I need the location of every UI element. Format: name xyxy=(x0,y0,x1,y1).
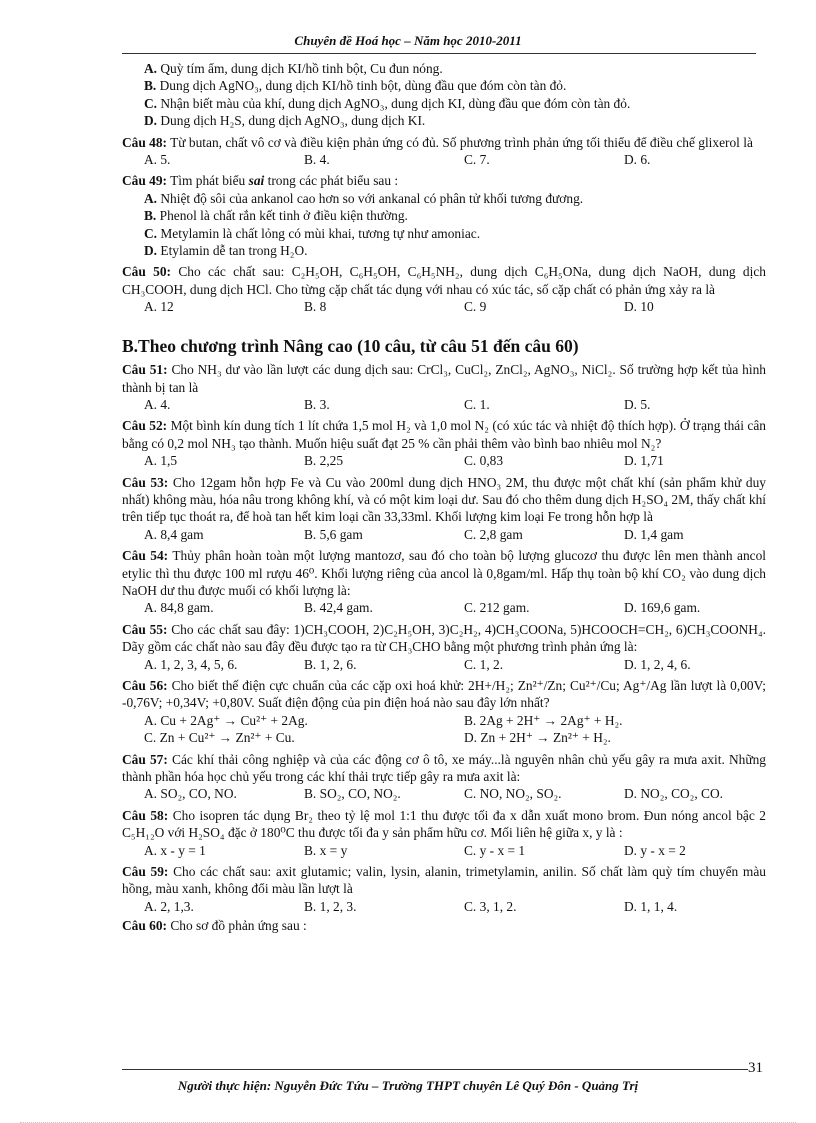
q49-option-b: B. Phenol là chất rắn kết tinh ở điều kiện thường. xyxy=(144,208,408,224)
option: B. 2Ag + 2H⁺ → 2Ag⁺ + H₂. xyxy=(464,712,623,728)
option: A. x - y = 1 xyxy=(144,842,206,858)
question-53-options xyxy=(122,526,766,543)
option: C. y - x = 1 xyxy=(464,842,526,858)
footer-divider xyxy=(122,1069,748,1070)
option: A. 1, 2, 3, 4, 5, 6. xyxy=(144,656,238,672)
question-52-options xyxy=(122,452,766,469)
option: C. 9 xyxy=(464,299,487,315)
question-57-options xyxy=(122,785,766,802)
option: B. 4. xyxy=(304,152,330,168)
option: D. NO₂, CO₂, CO. xyxy=(624,786,723,802)
option: C. 1. xyxy=(464,396,490,412)
page-number: 31 xyxy=(748,1060,763,1076)
option: B. 1, 2, 6. xyxy=(304,656,357,672)
question-60: Câu 60: Cho sơ đồ phản ứng sau : xyxy=(122,918,307,934)
question-51-options xyxy=(122,396,766,413)
option: C. 2,8 gam xyxy=(464,526,523,542)
option: A. Cu + 2Ag⁺ → Cu²⁺ + 2Ag. xyxy=(144,712,308,728)
question-57: Câu 57: Các khí thải công nghiệp và của các động cơ ô tô, xe máy...là nguyên nhân chủ yếu gây ra mưa axit. Những thành phần hóa học chủ yếu trong các khí thải trực tiếp gây ra mưa axit là: xyxy=(122,751,766,785)
question-54: Câu 54: Thủy phân hoàn toàn một lượng mantozơ, sau đó cho toàn bộ lượng glucozơ thu được lên men thành ancol etylic thì thu được 100 ml rượu 46⁰. Khối lượng riêng của ancol là 0,8gam/ml. Hấp thụ toàn bộ khí CO₂ vào dung dịch NaOH dư thu được muối có khối lượng là: xyxy=(122,548,766,598)
page-content xyxy=(122,60,766,935)
option: A. 2, 1,3. xyxy=(144,898,194,914)
option: D. 1,71 xyxy=(624,453,664,469)
option: D. 169,6 gam. xyxy=(624,600,701,616)
question-54-options xyxy=(122,599,766,616)
question-49: Câu 49: Tìm phát biểu sai trong các phát biểu sau : xyxy=(122,173,399,189)
option: A. 12 xyxy=(144,299,174,315)
question-50-options xyxy=(122,298,766,315)
option: C. 212 gam. xyxy=(464,600,530,616)
option: D. 1, 2, 4, 6. xyxy=(624,656,691,672)
option: B. 3. xyxy=(304,396,330,412)
question-55: Câu 55: Cho các chất sau đây: 1)CH₃COOH, 2)C₂H₅OH, 3)C₂H₂, 4)CH₃COONa, 5)HCOOCH=CH₂, 6)CH₃COONH₄. Dãy gồm các chất nào sau đây đều được tạo ra từ CH₃CHO bằng một phương trình phản ứng là: xyxy=(122,621,766,655)
option: D. 10 xyxy=(624,299,654,315)
question-59: Câu 59: Cho các chất sau: axit glutamic; valin, lysin, alanin, trimetylamin, anilin. Số chất làm quỳ tím chuyển màu hồng, màu xanh, không đổi màu lần lượt là xyxy=(122,864,766,897)
option: D. 6. xyxy=(624,152,651,168)
option: D. Zn + 2H⁺ → Zn²⁺ + H₂. xyxy=(464,730,611,746)
q49-option-c: C. Metylamin là chất lỏng có mùi khai, tương tự như amoniac. xyxy=(144,225,481,241)
page-footer-text: Người thực hiện: Nguyễn Đức Tứu – Trường THPT chuyên Lê Quý Đôn - Quảng Trị xyxy=(177,1078,639,1093)
question-58-options xyxy=(122,842,766,859)
option: A. 1,5 xyxy=(144,453,178,469)
option: C. 3, 1, 2. xyxy=(464,898,517,914)
question-58: Câu 58: Cho isopren tác dụng Br₂ theo tỷ lệ mol 1:1 thu được tối đa x dẫn xuất mono brom. Đun nóng ancol bậc 2 C₅H₁₂O với H₂SO₄ đặc ở 180⁰C thu được tối đa y sản phẩm hữu cơ. Mối liên hệ giữa x, y là : xyxy=(122,807,766,841)
question-56: Câu 56: Cho biết thế điện cực chuẩn của các cặp oxi hoá khử: 2H+/H₂; Zn²⁺/Zn; Cu²⁺/Cu; Ag⁺/Ag lần lượt là 0,00V; -0,76V; +0,34V; +0,80V. Suất điện động của pin điện hoá nào sau đây lớn nhất? xyxy=(122,678,766,711)
question-53: Câu 53: Cho 12gam hỗn hợp Fe và Cu vào 200ml dung dịch HNO₃ 2M, thu được một chất khí (sản phẩm khử duy nhất) không màu, hóa nâu trong không khí, và có một kim loại dư. Sau đó cho thêm dung dịch H₂SO₄ 2M, thấy chất khí trên tiếp tục thoát ra, để hoà tan hết kim loại cần 33,33ml. Khối lượng kim loại Fe trong hỗn hợp là xyxy=(122,474,766,525)
question-48: Câu 48: Từ butan, chất vô cơ và điều kiện phản ứng có đủ. Số phương trình phản ứng tối thiểu để điều chế glixerol là xyxy=(122,134,753,150)
option: A. 84,8 gam. xyxy=(144,600,214,616)
header-divider xyxy=(122,53,756,54)
question-50: Câu 50: Cho các chất sau: C₂H₅OH, C₆H₅OH, C₆H₅NH₂, dung dịch C₆H₅ONa, dung dịch NaOH, dung dịch CH₃COOH, dung dịch HCl. Cho từng cặp chất tác dụng với nhau có xúc tác, số cặp chất có phản ứng xảy ra là xyxy=(122,264,766,297)
q49-option-a: A. Nhiệt độ sôi của ankanol cao hơn so với ankanal có phân tử khối tương đương. xyxy=(144,190,584,206)
question-56-options-row2 xyxy=(122,729,766,746)
option: D. y - x = 2 xyxy=(624,842,686,858)
option: C. Zn + Cu²⁺ → Zn²⁺ + Cu. xyxy=(144,730,295,746)
option: A. 8,4 gam xyxy=(144,526,204,542)
option: B. 42,4 gam. xyxy=(304,600,373,616)
option: C. 7. xyxy=(464,152,490,168)
q47-option-d: D. Dung dịch H₂S, dung dịch AgNO₃, dung dịch KI. xyxy=(144,113,426,129)
question-56-options-row1 xyxy=(122,712,766,729)
option: A. 5. xyxy=(144,152,171,168)
option: D. 1, 1, 4. xyxy=(624,898,678,914)
option: D. 5. xyxy=(624,396,651,412)
q47-option-c: C. Nhận biết màu của khí, dung dịch AgNO₃, dung dịch KI, dùng đầu que đóm còn tàn đỏ. xyxy=(144,95,631,111)
option: B. SO₂, CO, NO₂. xyxy=(304,786,401,802)
section-heading: B.Theo chương trình Nâng cao (10 câu, từ câu 51 đến câu 60) xyxy=(122,335,579,356)
q47-option-b: B. Dung dịch AgNO₃, dung dịch KI/hồ tinh bột, dùng đầu que đóm còn tàn đỏ. xyxy=(144,78,567,94)
q49-option-d: D. Etylamin dễ tan trong H₂O. xyxy=(144,243,308,259)
option: C. NO, NO₂, SO₂. xyxy=(464,786,562,802)
question-48-options xyxy=(122,151,766,168)
question-51: Câu 51: Cho NH₃ dư vào lần lượt các dung dịch sau: CrCl₃, CuCl₂, ZnCl₂, AgNO₃, NiCl₂. Số trường hợp kết tủa hình thành bị tan là xyxy=(122,362,766,395)
option: B. 2,25 xyxy=(304,453,344,469)
page-header-title: Chuyên đề Hoá học – Năm học 2010-2011 xyxy=(294,33,522,48)
option: A. SO₂, CO, NO. xyxy=(144,786,237,802)
option: A. 4. xyxy=(144,396,171,412)
question-59-options xyxy=(122,898,766,915)
option: B. x = y xyxy=(304,842,348,858)
option: C. 1, 2. xyxy=(464,656,504,672)
option: B. 5,6 gam xyxy=(304,526,363,542)
option: C. 0,83 xyxy=(464,453,504,469)
option: D. 1,4 gam xyxy=(624,526,684,542)
question-52: Câu 52: Một bình kín dung tích 1 lít chứa 1,5 mol H₂ và 1,0 mol N₂ (có xúc tác và nhiệt độ thích hợp). Ở trạng thái cân bằng có 0,2 mol NH₃ tạo thành. Muốn hiệu suất đạt 25 % cần phải thêm vào bình bao nhiêu mol N₂? xyxy=(122,418,766,451)
q47-option-a: A. Quỳ tím ẩm, dung dịch KI/hồ tinh bột, Cu đun nóng. xyxy=(144,61,443,76)
question-55-options xyxy=(122,656,766,673)
option: B. 1, 2, 3. xyxy=(304,898,357,914)
option: B. 8 xyxy=(304,299,327,315)
